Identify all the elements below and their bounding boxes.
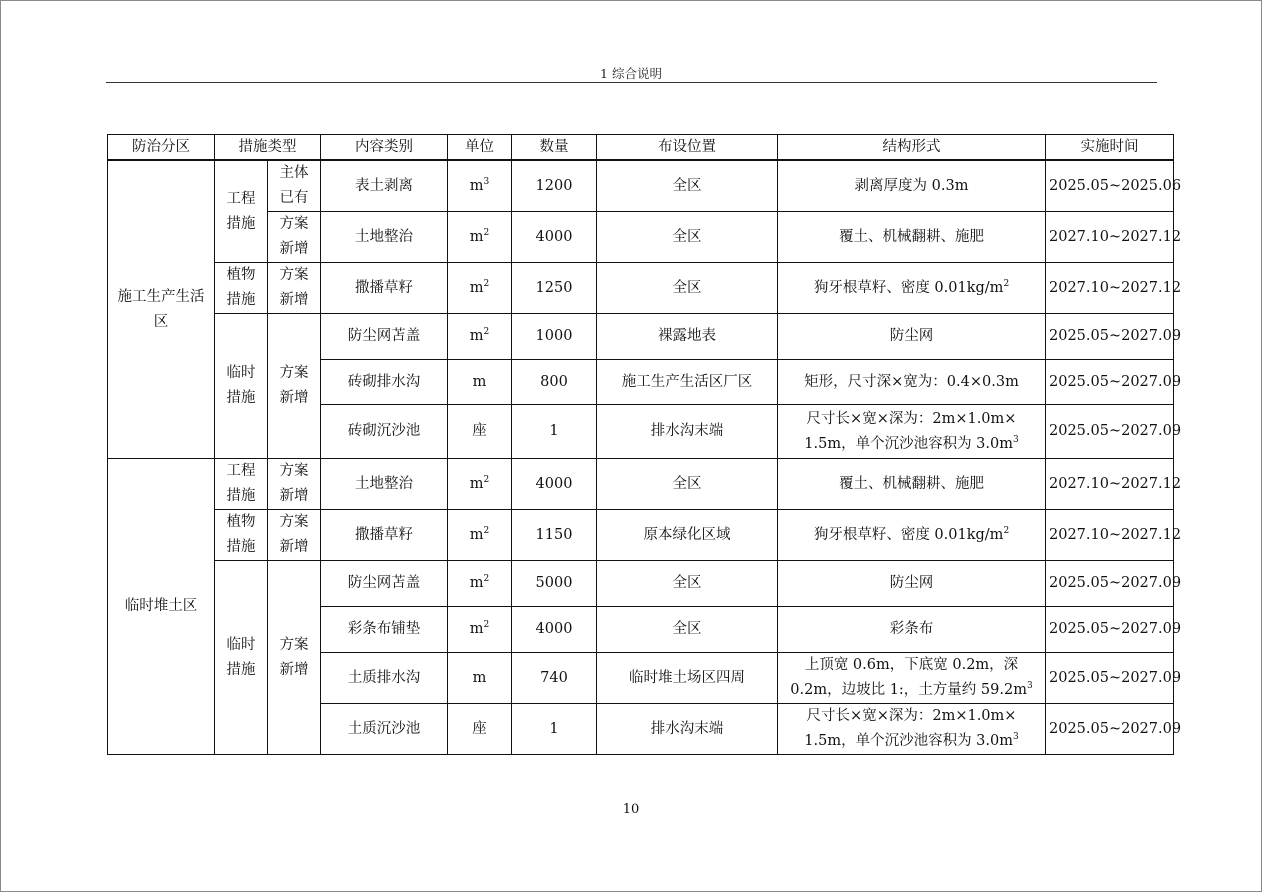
time-cell: 2025.05~2027.09 [1046, 405, 1174, 459]
time-cell: 2027.10~2027.12 [1046, 510, 1174, 561]
quantity-cell: 5000 [512, 561, 597, 607]
table-row [108, 561, 1174, 607]
quantity-cell: 800 [512, 360, 597, 405]
time-cell: 2025.05~2025.06 [1046, 160, 1174, 212]
quantity-cell: 4000 [512, 212, 597, 263]
header-cell: 布设位置 [597, 135, 778, 161]
unit-cell: 座 [448, 405, 512, 459]
header-cell: 结构形式 [778, 135, 1046, 161]
measure-sub-cell: 方案新增 [268, 510, 321, 561]
header-cell: 措施类型 [215, 135, 321, 161]
header-cell: 防治分区 [108, 135, 215, 161]
unit-cell: $m^2$ [448, 561, 512, 607]
structure-cell: 覆土、机械翻耕、施肥 [778, 459, 1046, 510]
time-cell: 2027.10~2027.12 [1046, 212, 1174, 263]
measure-sub-cell: 主体已有 [268, 160, 321, 212]
measure-sub-cell: 方案新增 [268, 314, 321, 459]
structure-cell: 矩形，尺寸深×宽为：0.4×0.3m [778, 360, 1046, 405]
content-cell: 表土剥离 [321, 160, 448, 212]
structure-cell: 剥离厚度为 0.3m [778, 160, 1046, 212]
time-cell: 2025.05~2027.09 [1046, 704, 1174, 755]
quantity-cell: 1000 [512, 314, 597, 360]
quantity-cell: 4000 [512, 607, 597, 653]
time-cell: 2025.05~2027.09 [1046, 360, 1174, 405]
measure-type-cell: 工程措施 [215, 459, 268, 510]
location-cell: 临时堆土场区四周 [597, 653, 778, 704]
time-cell: 2025.05~2027.09 [1046, 653, 1174, 704]
structure-cell: 防尘网 [778, 314, 1046, 360]
structure-cell: 彩条布 [778, 607, 1046, 653]
content-cell: 砖砌排水沟 [321, 360, 448, 405]
location-cell: 原本绿化区域 [597, 510, 778, 561]
location-cell: 全区 [597, 263, 778, 314]
unit-cell: $m^3$ [448, 160, 512, 212]
running-header: 1 综合说明 [600, 66, 662, 81]
measure-sub-cell: 方案新增 [268, 263, 321, 314]
content-cell: 土地整治 [321, 212, 448, 263]
time-cell: 2025.05~2027.09 [1046, 314, 1174, 360]
unit-cell: $m^2$ [448, 510, 512, 561]
table-row [108, 314, 1174, 360]
unit-cell: $m^2$ [448, 607, 512, 653]
table-row [108, 263, 1174, 314]
content-cell: 砖砌沉沙池 [321, 405, 448, 459]
location-cell: 排水沟末端 [597, 405, 778, 459]
quantity-cell: 1200 [512, 160, 597, 212]
measure-type-cell: 临时措施 [215, 314, 268, 459]
table-row [108, 212, 1174, 263]
structure-cell: 防尘网 [778, 561, 1046, 607]
quantity-cell: 740 [512, 653, 597, 704]
structure-cell: 覆土、机械翻耕、施肥 [778, 212, 1046, 263]
content-cell: 土质沉沙池 [321, 704, 448, 755]
unit-cell: $m^2$ [448, 314, 512, 360]
unit-cell: 座 [448, 704, 512, 755]
header-cell: 内容类别 [321, 135, 448, 161]
table-row [108, 510, 1174, 561]
header-rule [106, 82, 1157, 83]
table-row [108, 459, 1174, 510]
content-cell: 防尘网苫盖 [321, 314, 448, 360]
content-cell: 撒播草籽 [321, 510, 448, 561]
content-cell: 防尘网苫盖 [321, 561, 448, 607]
unit-cell: $m^2$ [448, 212, 512, 263]
zone-cell: 临时堆土区 [108, 459, 215, 755]
unit-cell: m [448, 653, 512, 704]
time-cell: 2025.05~2027.09 [1046, 607, 1174, 653]
quantity-cell: 1 [512, 704, 597, 755]
unit-cell: $m^2$ [448, 263, 512, 314]
content-cell: 彩条布铺垫 [321, 607, 448, 653]
location-cell: 裸露地表 [597, 314, 778, 360]
location-cell: 全区 [597, 459, 778, 510]
time-cell: 2027.10~2027.12 [1046, 459, 1174, 510]
measure-type-cell: 植物措施 [215, 510, 268, 561]
measure-sub-cell: 方案新增 [268, 212, 321, 263]
quantity-cell: 4000 [512, 459, 597, 510]
location-cell: 全区 [597, 561, 778, 607]
unit-cell: m [448, 360, 512, 405]
structure-cell: 狗牙根草籽、密度 $0.01kg/m^2$ [778, 510, 1046, 561]
table-header-row [108, 135, 1174, 161]
structure-cell: 狗牙根草籽、密度 $0.01kg/m^2$ [778, 263, 1046, 314]
location-cell: 全区 [597, 212, 778, 263]
measure-sub-cell: 方案新增 [268, 459, 321, 510]
location-cell: 施工生产生活区厂区 [597, 360, 778, 405]
content-cell: 撒播草籽 [321, 263, 448, 314]
measure-sub-cell: 方案新增 [268, 561, 321, 755]
quantity-cell: 1250 [512, 263, 597, 314]
quantity-cell: 1 [512, 405, 597, 459]
measure-type-cell: 临时措施 [215, 561, 268, 755]
structure-cell: 尺寸长×宽×深为：2m×1.0m× 1.5m，单个沉沙池容积为 $3.0m^3$ [778, 405, 1046, 459]
location-cell: 全区 [597, 607, 778, 653]
page-number: 10 [622, 802, 640, 817]
zone-cell: 施工生产生活区 [108, 160, 215, 459]
time-cell: 2027.10~2027.12 [1046, 263, 1174, 314]
content-cell: 土地整治 [321, 459, 448, 510]
time-cell: 2025.05~2027.09 [1046, 561, 1174, 607]
header-cell: 实施时间 [1046, 135, 1174, 161]
quantity-cell: 1150 [512, 510, 597, 561]
measures-table [107, 134, 1182, 755]
header-cell: 单位 [448, 135, 512, 161]
location-cell: 全区 [597, 160, 778, 212]
structure-cell: 上顶宽 0.6m，下底宽 0.2m，深 0.2m，边坡比 1:，土方量约 $59.2m^3$ [778, 653, 1046, 704]
content-cell: 土质排水沟 [321, 653, 448, 704]
structure-cell: 尺寸长×宽×深为：2m×1.0m× 1.5m，单个沉沙池容积为 $3.0m^3$ [778, 704, 1046, 755]
header-cell: 数量 [512, 135, 597, 161]
table-row [108, 160, 1174, 212]
measure-type-cell: 工程措施 [215, 160, 268, 263]
location-cell: 排水沟末端 [597, 704, 778, 755]
measure-type-cell: 植物措施 [215, 263, 268, 314]
unit-cell: $m^2$ [448, 459, 512, 510]
